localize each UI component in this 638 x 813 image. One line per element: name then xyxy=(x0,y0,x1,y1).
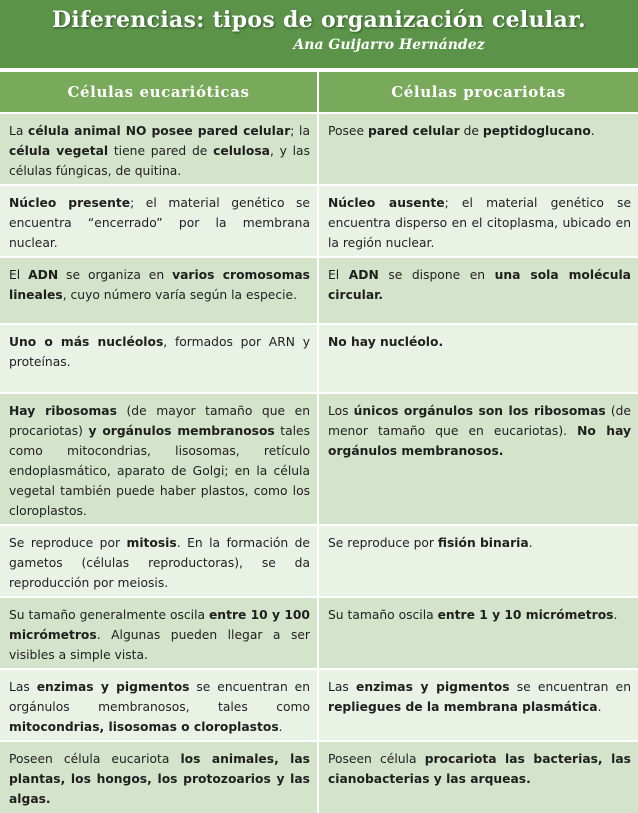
bold-text: pared celular xyxy=(367,124,460,138)
table-row xyxy=(0,324,638,393)
cell-eukaryotic: La célula animal NO posee pared celular; la célula vegetal tiene pared de celulosa, y las células fúngicas, de quitina. xyxy=(0,113,318,185)
table-row xyxy=(0,597,638,669)
table-row xyxy=(0,669,638,741)
bold-text: Núcleo ausente xyxy=(328,196,445,210)
cell-prokaryotic: Las enzimas y pigmentos se encuentran en repliegues de la membrana plasmática. xyxy=(318,669,638,741)
bold-text: enzimas y pigmentos xyxy=(356,680,510,694)
table-row xyxy=(0,113,638,185)
table-row xyxy=(0,393,638,525)
table-row xyxy=(0,741,638,813)
bold-text: únicos orgánulos son los ribosomas xyxy=(353,404,606,418)
page-title: Diferencias: tipos de organización celular. xyxy=(52,7,586,33)
bold-text: No hay orgánulos membranosos. xyxy=(328,424,631,458)
bold-text: peptidoglucano xyxy=(482,124,591,138)
cell-eukaryotic: Poseen célula eucariota los animales, las plantas, los hongos, los protozoarios y las algas. xyxy=(0,741,318,813)
bold-text: y orgánulos membranosos xyxy=(88,424,275,438)
cell-prokaryotic: Núcleo ausente; el material genético se encuentra disperso en el citoplasma, ubicado en la región nuclear. xyxy=(318,185,638,257)
bold-text: Uno o más nucléolos xyxy=(9,335,164,349)
cell-eukaryotic: Uno o más nucléolos, formados por ARN y proteínas. xyxy=(0,324,318,393)
cell-eukaryotic: Las enzimas y pigmentos se encuentran en orgánulos membranosos, tales como mitocondrias, lisosomas o cloroplastos. xyxy=(0,669,318,741)
bold-text: mitocondrias, lisosomas o cloroplastos xyxy=(9,720,279,734)
cell-prokaryotic: Posee pared celular de peptidoglucano. xyxy=(318,113,638,185)
bold-text: varios cromosomas lineales xyxy=(9,268,310,302)
title-banner xyxy=(0,0,638,68)
table-row xyxy=(0,525,638,597)
author-name: Ana Guijarro Hernández xyxy=(293,37,485,53)
bold-text: Núcleo presente xyxy=(9,196,131,210)
bold-text: fisión binaria xyxy=(437,536,529,550)
cell-eukaryotic: Núcleo presente; el material genético se encuentra “encerrado” por la membrana nuclear. xyxy=(0,185,318,257)
bold-text: célula animal NO posee pared celular xyxy=(28,124,291,138)
cell-prokaryotic: Su tamaño oscila entre 1 y 10 micrómetros. xyxy=(318,597,638,669)
cell-prokaryotic: Los únicos orgánulos son los ribosomas (de menor tamaño que en eucariotas). No hay orgánulos membranosos. xyxy=(318,393,638,525)
bold-text: procariota las bacterias, las cianobacterias y las arqueas. xyxy=(328,752,631,786)
bold-text: No hay nucléolo. xyxy=(328,335,444,349)
column-header-prokaryotic: Células procariotas xyxy=(318,72,638,113)
bold-text: repliegues de la membrana plasmática xyxy=(328,700,598,714)
bold-text: una sola molécula circular. xyxy=(328,268,631,302)
bold-text: ADN xyxy=(28,268,59,282)
table-header-row xyxy=(0,72,638,113)
bold-text: celulosa xyxy=(213,144,270,158)
cell-prokaryotic: Se reproduce por fisión binaria. xyxy=(318,525,638,597)
table-row xyxy=(0,185,638,257)
bold-text: mitosis xyxy=(126,536,177,550)
comparison-table xyxy=(0,72,638,813)
cell-prokaryotic: El ADN se dispone en una sola molécula circular. xyxy=(318,257,638,324)
cell-eukaryotic: Se reproduce por mitosis. En la formación de gametos (células reproductoras), se da reproducción por meiosis. xyxy=(0,525,318,597)
bold-text: Hay ribosomas xyxy=(9,404,117,418)
cell-prokaryotic xyxy=(318,324,638,393)
cell-eukaryotic: El ADN se organiza en varios cromosomas lineales, cuyo número varía según la especie. xyxy=(0,257,318,324)
table-row xyxy=(0,257,638,324)
cell-prokaryotic: Poseen célula procariota las bacterias, las cianobacterias y las arqueas. xyxy=(318,741,638,813)
cell-eukaryotic: Hay ribosomas (de mayor tamaño que en procariotas) y orgánulos membranosos tales como mitocondrias, lisosomas, retículo endoplasmático, aparato de Golgi; en la célula vegetal también puede haber plastos, como los cloroplastos. xyxy=(0,393,318,525)
bold-text: célula vegetal xyxy=(9,144,109,158)
cell-eukaryotic: Su tamaño generalmente oscila entre 10 y 100 micrómetros. Algunas pueden llegar a ser visibles a simple vista. xyxy=(0,597,318,669)
bold-text: entre 1 y 10 micrómetros xyxy=(437,608,614,622)
bold-text: enzimas y pigmentos xyxy=(36,680,190,694)
bold-text: los animales, las plantas, los hongos, los protozoarios y las algas. xyxy=(9,752,310,806)
table-body xyxy=(0,113,638,813)
bold-text: entre 10 y 100 micrómetros xyxy=(9,608,310,642)
column-header-eukaryotic: Células eucarióticas xyxy=(0,72,318,113)
bold-text: ADN xyxy=(348,268,379,282)
